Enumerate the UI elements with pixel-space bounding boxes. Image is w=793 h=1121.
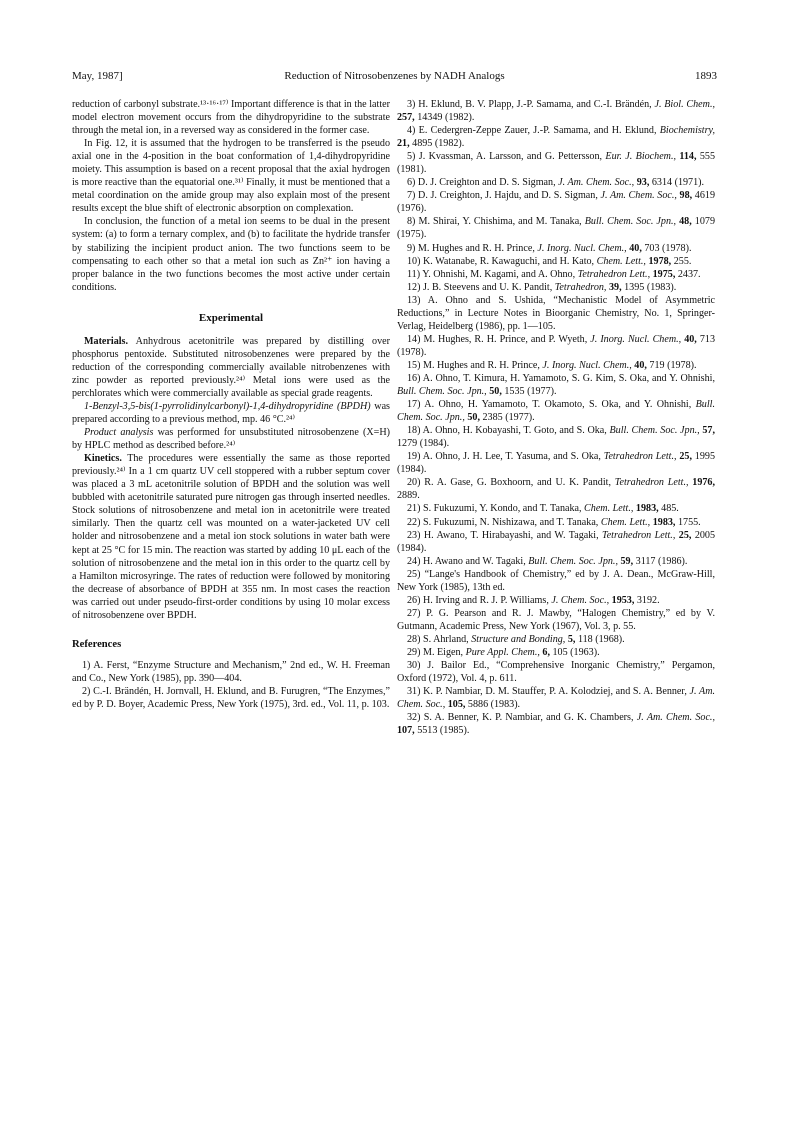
reference-pages: 4895 (1982).: [409, 138, 465, 150]
reference-authors: 25) “Lange's Handbook of Chemistry,” ed by J. A. Dean., McGraw-Hill, New York (1985), 13th ed.: [397, 568, 715, 593]
reference-journal: Bull. Chem. Soc. Jpn.,: [397, 386, 487, 398]
reference-volume: 40,: [631, 359, 647, 371]
reference-pages: 1395 (1983).: [621, 281, 677, 293]
reference-journal: Biochemistry,: [659, 125, 715, 137]
reference-item: [397, 398, 715, 424]
reference-journal: Pure Appl. Chem.,: [465, 646, 540, 658]
paragraph-conclusion: In conclusion, the function of a metal ion seems to be dual in the present system: (a) to form a ternary complex, and (b) to facilitate the hydride transfer by stabilizing the incipient product anion. The two functions seem to be compensating to each other so that a metal ion such as Zn²⁺ ion having a proper balance in the two functions becomes the most active under certain conditions.: [72, 216, 390, 293]
reference-item: [397, 516, 715, 529]
bpdh-paragraph: [72, 400, 390, 426]
reference-authors: 32) S. A. Benner, K. P. Nambiar, and G. K. Chambers,: [407, 712, 637, 724]
reference-item: [397, 685, 715, 711]
reference-authors: 1) A. Ferst, “Enzyme Structure and Mechanism,” 2nd ed., W. H. Freeman and Co., New York (1985), pp. 390—404.: [72, 659, 390, 684]
experimental-heading: Experimental: [198, 311, 264, 324]
reference-authors: 23) H. Awano, T. Hirabayashi, and W. Tagaki,: [407, 529, 603, 541]
running-header: [72, 70, 717, 86]
reference-authors: 4) E. Cedergren-Zeppe Zauer, J.-P. Samama, and H. Eklund,: [407, 125, 660, 137]
materials-paragraph: [72, 335, 390, 400]
reference-item: [397, 281, 715, 294]
reference-journal: Tetrahedron,: [554, 281, 607, 293]
reference-authors: 12) J. B. Steevens and U. K. Pandit,: [407, 281, 555, 293]
reference-journal: J. Inorg. Nucl. Chem.,: [537, 242, 627, 254]
reference-journal: Chem. Lett.,: [596, 255, 646, 267]
reference-volume: 1975,: [650, 268, 676, 280]
reference-volume: 1983,: [650, 516, 676, 528]
reference-volume: 50,: [464, 412, 480, 424]
reference-journal: Eur. J. Biochem.,: [605, 151, 677, 163]
reference-journal: Tetrahedron Lett.,: [577, 268, 651, 280]
reference-authors: 31) K. P. Nambiar, D. M. Stauffer, P. A. Kolodziej, and S. A. Benner,: [407, 686, 690, 698]
reference-journal: J. Inorg. Nucl. Chem.,: [542, 359, 632, 371]
reference-item: [397, 529, 715, 555]
reference-journal: Chem. Lett.,: [600, 516, 651, 528]
reference-journal: Chem. Lett.,: [584, 503, 634, 515]
reference-item: [397, 242, 715, 255]
reference-pages: 6314 (1971).: [649, 177, 705, 189]
reference-volume: 21,: [397, 138, 410, 150]
reference-pages: 1755.: [675, 516, 701, 528]
reference-authors: 22) S. Fukuzumi, N. Nishizawa, and T. Tanaka,: [407, 516, 601, 528]
reference-authors: 30) J. Bailor Ed., “Comprehensive Inorganic Chemistry,” Pergamon, Oxford (1972), Vol. 4, p. 611.: [397, 660, 715, 685]
reference-volume: 1976,: [688, 477, 715, 489]
reference-journal: Bull. Chem. Soc. Jpn.,: [609, 425, 700, 437]
reference-authors: 20) R. A. Gase, G. Boxhoorn, and U. K. Pandit,: [407, 477, 615, 489]
reference-item: [397, 124, 715, 150]
bpdh-text: was prepared according to a previous method, mp. 46 °C.²⁴⁾: [72, 400, 390, 426]
reference-pages: 1995 (1984).: [397, 451, 715, 476]
bpdh-compound-name: 1-Benzyl-3,5-bis(1-pyrrolidinylcarbonyl)-1,4-dihydropyridine (BPDH): [84, 400, 371, 412]
reference-pages: 2437.: [675, 268, 701, 280]
references-heading: References: [72, 638, 122, 650]
page-number: 1893: [695, 70, 717, 82]
reference-authors: 28) S. Ahrland,: [407, 633, 472, 645]
reference-authors: 19) A. Ohno, J. H. Lee, T. Yasuma, and S. Oka,: [407, 451, 604, 463]
reference-pages: 703 (1978).: [641, 242, 692, 254]
reference-item: [397, 450, 715, 476]
reference-authors: 24) H. Awano and W. Tagaki,: [407, 555, 529, 567]
product-analysis-text: was performed for unsubstituted nitrosobenzene (X=H) by HPLC method as described before.²⁴⁾: [72, 427, 390, 452]
reference-authors: 21) S. Fukuzumi, Y. Kondo, and T. Tanaka,: [407, 503, 585, 515]
reference-authors: 2) C.-I. Brändén, H. Jornvall, H. Eklund, and B. Furugren, “The Enzymes,” ed by P. D. Boyer, Academic Press, New York (1975), 3rd. ed., Vol. 11, p. 103.: [72, 685, 390, 710]
reference-volume: 5,: [565, 633, 576, 645]
reference-volume: 40,: [626, 242, 642, 254]
reference-item: [397, 476, 715, 502]
reference-journal: J. Biol. Chem.,: [654, 99, 715, 110]
reference-volume: 50,: [486, 386, 502, 398]
reference-volume: 105,: [445, 699, 466, 711]
paragraph-fig12: In Fig. 12, it is assumed that the hydrogen to be transferred is the pseudo axial one in the 4-position in the boat conformation of 1,4-dihydropyridine moiety. This assumption is based on a recent proposal that the axial hydrogen is more reactive than the equatorial one.³¹⁾ Finally, it must be mentioned that a metal coordination on the amide group may also explain most of the present results except the blue shift of electronic absorption on complexation.: [72, 138, 390, 215]
reference-item: [397, 646, 715, 659]
reference-journal: J. Inorg. Nucl. Chem.,: [590, 333, 682, 345]
reference-volume: 257,: [397, 112, 415, 124]
header-title: Reduction of Nitrosobenzenes by NADH Analogs: [284, 70, 505, 82]
reference-pages: 2385 (1977).: [479, 412, 535, 424]
reference-journal: J. Am. Chem. Soc.,: [558, 177, 635, 189]
paragraph-continuation: reduction of carbonyl substrate.¹³·¹⁶·¹⁷⁾ Important difference is that in the latter model electron movement occurs from the dihydropyridine to the substrate through the metal ion, in a reversed way as considered in the former case.: [72, 99, 390, 137]
kinetics-heading: Kinetics.: [84, 453, 122, 465]
reference-journal: Tetrahedron Lett.,: [602, 529, 676, 541]
reference-authors: 11) Y. Ohnishi, M. Kagami, and A. Ohno,: [407, 268, 578, 280]
reference-item: [72, 685, 390, 711]
reference-pages: 555 (1981).: [397, 151, 715, 176]
reference-authors: 16) A. Ohno, T. Kimura, H. Yamamoto, S. G. Kim, S. Oka, and Y. Ohnishi,: [407, 372, 715, 384]
reference-item: [397, 189, 715, 215]
kinetics-paragraph: [72, 452, 390, 622]
reference-volume: 25,: [675, 529, 692, 541]
reference-authors: 18) A. Ohno, H. Kobayashi, T. Goto, and S. Oka,: [407, 425, 610, 437]
reference-volume: 59,: [617, 555, 634, 567]
reference-authors: 3) H. Eklund, B. V. Plapp, J.-P. Samama, and C.-I. Brändén,: [407, 99, 655, 110]
reference-journal: Bull. Chem. Soc. Jpn.,: [397, 399, 715, 424]
reference-pages: 3117 (1986).: [633, 555, 688, 567]
reference-authors: 27) P. G. Pearson and R. J. Mawby, “Halogen Chemistry,” ed by V. Gutmann, Academic Press, New York (1967), Vol. 3, p. 55.: [397, 607, 715, 632]
reference-item: [397, 333, 715, 359]
product-analysis-paragraph: [72, 426, 390, 452]
reference-item: [397, 176, 715, 189]
reference-volume: 1953,: [609, 594, 635, 606]
reference-authors: 6) D. J. Creighton and D. S. Sigman,: [407, 177, 559, 189]
reference-pages: 719 (1978).: [646, 359, 697, 371]
reference-pages: 2005 (1984).: [397, 529, 716, 554]
reference-item: [397, 594, 715, 607]
reference-authors: 14) M. Hughes, R. H. Prince, and P. Wyeth,: [407, 333, 591, 345]
reference-authors: 7) D. J. Creighton, J. Hajdu, and D. S. Sigman,: [407, 190, 601, 202]
reference-pages: 1279 (1984).: [397, 438, 450, 450]
reference-pages: 105 (1963).: [549, 646, 600, 658]
reference-pages: 1535 (1977).: [501, 386, 557, 398]
reference-item: [397, 268, 715, 281]
reference-item: [397, 215, 715, 241]
reference-volume: 39,: [606, 281, 622, 293]
references-list-right: [397, 98, 715, 737]
reference-item: [397, 424, 715, 450]
reference-item: [397, 372, 715, 398]
materials-text: Anhydrous acetonitrile was prepared by distilling over phosphorus pentoxide. Substituted nitrosobenzenes were prepared by the reduction of the corresponding commercially available nitrobenzenes with zinc powder as reported previously.²⁴⁾ Metal ions were used as the perchlorates which were commercially available as special grade reagents.: [72, 335, 390, 399]
reference-item: [397, 607, 715, 633]
reference-authors: 13) A. Ohno and S. Ushida, “Mechanistic Model of Asymmetric Reductions,” in Lecture Notes in Bioorganic Chemistry, No. 1, Springer-Verlag, Heidelberg (1986), pp. 1—105.: [397, 294, 715, 332]
reference-volume: 93,: [634, 177, 650, 189]
reference-volume: 1978,: [645, 255, 672, 267]
reference-volume: 57,: [699, 425, 715, 437]
reference-pages: 485.: [658, 503, 679, 515]
reference-journal: J. Chem. Soc.,: [551, 594, 610, 606]
reference-journal: Bull. Chem. Soc. Jpn.,: [528, 555, 618, 567]
reference-pages: 255.: [671, 255, 692, 267]
reference-authors: 5) J. Kvassman, A. Larsson, and G. Pettersson,: [407, 151, 606, 163]
reference-volume: 25,: [676, 451, 692, 463]
reference-item: [397, 294, 715, 333]
reference-item: [397, 568, 715, 594]
reference-pages: 4619 (1976).: [397, 190, 715, 215]
reference-pages: 14349 (1982).: [414, 112, 475, 124]
reference-item: [397, 711, 715, 737]
reference-authors: 15) M. Hughes and R. H. Prince,: [407, 359, 543, 371]
reference-authors: 10) K. Watanabe, R. Kawaguchi, and H. Kato,: [407, 255, 597, 267]
header-date: May, 1987]: [72, 70, 123, 82]
kinetics-text: The procedures were essentially the same as those reported previously.²⁴⁾ In a 1 cm quartz UV cell stoppered with a rubber septum cover was placed a 3 mL acetonitrile solution of BPDH and the solution was well bubbled with acetonitrile saturated pure nitrogen gas through inserted needles. Stock solutions of nitrosobenzene and metal ion in acetonitrile were treated similarly. Then the quartz cell was mounted on a water-jacketed UV cell holder and nitrosobenzene and a metal ion stock solutions in water bath were kept at 25 °C for 15 min. The reaction was started by adding 10 μL each of the solution of nitrosobenzene and the metal ion in this order to the quartz cell by a Hamilton microsyringe. The rates of reduction were followed by monitoring the decrease of absorbance of BPDH at 355 nm. In most cases the reaction was carried out under pseudo-first-order conditions by using 10 molar excess of nitrosobenzene over BPDH.: [72, 453, 390, 621]
reference-pages: 3192.: [634, 594, 660, 606]
materials-heading: Materials.: [84, 335, 129, 347]
right-column: [397, 98, 715, 737]
reference-pages: 713 (1978).: [397, 333, 716, 358]
reference-pages: 5513 (1985).: [414, 725, 470, 737]
reference-item: [72, 659, 390, 685]
left-column: [72, 98, 390, 711]
reference-authors: 17) A. Ohno, H. Yamamoto, T. Okamoto, S. Oka, and Y. Ohnishi,: [407, 399, 696, 411]
reference-item: [397, 633, 715, 646]
reference-pages: 1079 (1975).: [397, 216, 715, 241]
reference-volume: 107,: [397, 725, 415, 737]
reference-item: [397, 150, 715, 176]
reference-volume: 40,: [681, 333, 697, 345]
reference-journal: J. Am. Chem. Soc.,: [600, 190, 677, 202]
reference-authors: 29) M. Eigen,: [407, 646, 466, 658]
reference-item: [397, 502, 715, 515]
product-analysis-heading: Product analysis: [84, 427, 154, 439]
reference-volume: 48,: [676, 216, 692, 228]
reference-volume: 114,: [676, 151, 697, 163]
reference-item: [397, 659, 715, 685]
reference-authors: 26) H. Irving and R. J. P. Williams,: [407, 594, 552, 606]
reference-pages: 2889.: [397, 490, 420, 502]
references-list-left: [72, 659, 390, 711]
reference-journal: Structure and Bonding,: [471, 633, 566, 645]
reference-pages: 118 (1968).: [575, 633, 625, 645]
reference-journal: Tetrahedron Lett.,: [603, 451, 677, 463]
reference-volume: 6,: [539, 646, 550, 658]
reference-journal: Bull. Chem. Soc. Jpn.,: [584, 216, 677, 228]
reference-item: [397, 359, 715, 372]
reference-item: [397, 555, 715, 568]
reference-journal: J. Am. Chem. Soc.,: [397, 686, 716, 711]
reference-volume: 98,: [676, 190, 693, 202]
reference-journal: Tetrahedron Lett.,: [614, 477, 689, 489]
reference-volume: 1983,: [633, 503, 659, 515]
reference-authors: 8) M. Shirai, Y. Chishima, and M. Tanaka,: [407, 216, 585, 228]
reference-authors: 9) M. Hughes and R. H. Prince,: [407, 242, 538, 254]
reference-pages: 5886 (1983).: [465, 699, 521, 711]
reference-item: [397, 98, 715, 124]
reference-journal: J. Am. Chem. Soc.,: [636, 712, 715, 724]
reference-item: [397, 255, 715, 268]
